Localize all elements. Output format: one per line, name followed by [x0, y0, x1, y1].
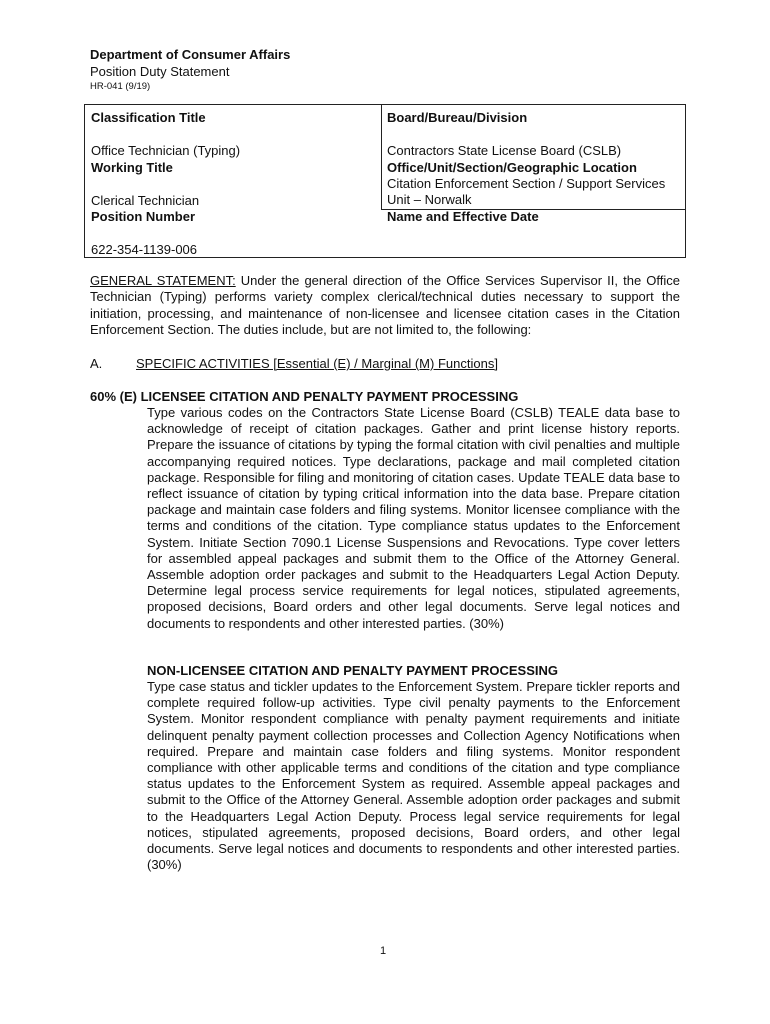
working-title-value: Clerical Technician: [91, 193, 200, 208]
position-info-table: [84, 104, 686, 258]
section-letter: A.: [90, 356, 103, 371]
classification-title-value: Office Technician (Typing): [91, 143, 241, 158]
general-statement-label: GENERAL STATEMENT:: [90, 273, 236, 288]
general-statement: [90, 273, 680, 338]
board-label: Board/Bureau/Division: [387, 110, 528, 125]
position-number-label: Position Number: [91, 209, 196, 224]
name-date-label: Name and Effective Date: [387, 209, 539, 224]
table-column-divider: [381, 105, 382, 209]
activity-heading: 60% (E) LICENSEE CITATION AND PENALTY PAYMENT PROCESSING: [90, 389, 519, 404]
office-value-line2: Unit – Norwalk: [387, 192, 472, 207]
activity-body: Type various codes on the Contractors State License Board (CSLB) TEALE data base to acknowledge of receipt of citation packages. Gather and print license history reports. Prepare the issuance of citations by typing the formal citation with civil penalties and multiple accompanying required notices. Type declarations, package and mail completed citation package. Responsible for filing and monitoring of citation cases. Update TEALE data base to reflect issuance of citation by typing critical information into the data base. Prepare citation package and maintain case folders and filing systems. Monitor licensee compliance with the terms and conditions of the citation. Type compliance status updates to the Enforcement System. Initiate Section 7090.1 License Suspensions and Revocations. Type cover letters for assembled appeal packages and submit them to the Office of the Attorney General. Assemble adoption order packages and submit to the Headquarters Legal Action Deputy. Determine legal process service requirements for legal notices, stipulated agreements, proposed decisions, Board orders and other legal documents. Serve legal notices and documents to respondents and other interested parties. (30%): [147, 405, 680, 631]
activity-heading: NON-LICENSEE CITATION AND PENALTY PAYMENT PROCESSING: [147, 663, 558, 678]
activity-body: Type case status and tickler updates to the Enforcement System. Prepare tickler reports and complete required follow-up activities. Type civil penalty payments to the Enforcement System. Monitor respondent compliance with penalty payment requirements and initiate delinquent penalty payment collection processes and Collection Agency Notifications when required. Prepare and maintain case folders and filing systems. Monitor respondent compliance with other applicable terms and conditions of the citation and type compliance status updates to the Enforcement System as required. Assemble appeal packages and submit to the Office of the Attorney General. Assemble adoption order packages and submit to the Headquarters Legal Action Deputy. Process legal service requirements for legal notices, stipulated agreements, proposed decisions, Board orders, and other legal documents. Serve legal notices and documents to respondents and other interested parties. (30%): [147, 679, 680, 873]
general-statement-text: Under the general direction of the Office Services Supervisor II, the Office Technician (Typing) performs variety complex clerical/technical duties necessary to support the initiation, processing, and maintenance of non-licensee and licensee citation cases in the Citation Enforcement Section. The duties include, but are not limited to, the following:: [90, 273, 680, 337]
position-number-value: 622-354-1139-006: [91, 242, 198, 257]
department-name: Department of Consumer Affairs: [90, 47, 291, 62]
office-value-line1: Citation Enforcement Section / Support Services: [387, 176, 666, 191]
document-title: Position Duty Statement: [90, 64, 230, 79]
classification-title-label: Classification Title: [91, 110, 206, 125]
form-number: HR-041 (9/19): [90, 81, 151, 92]
section-title: SPECIFIC ACTIVITIES [Essential (E) / Marginal (M) Functions]: [136, 356, 498, 371]
board-value: Contractors State License Board (CSLB): [387, 143, 622, 158]
working-title-label: Working Title: [91, 160, 173, 175]
page-number: 1: [380, 945, 387, 957]
office-label: Office/Unit/Section/Geographic Location: [387, 160, 637, 175]
